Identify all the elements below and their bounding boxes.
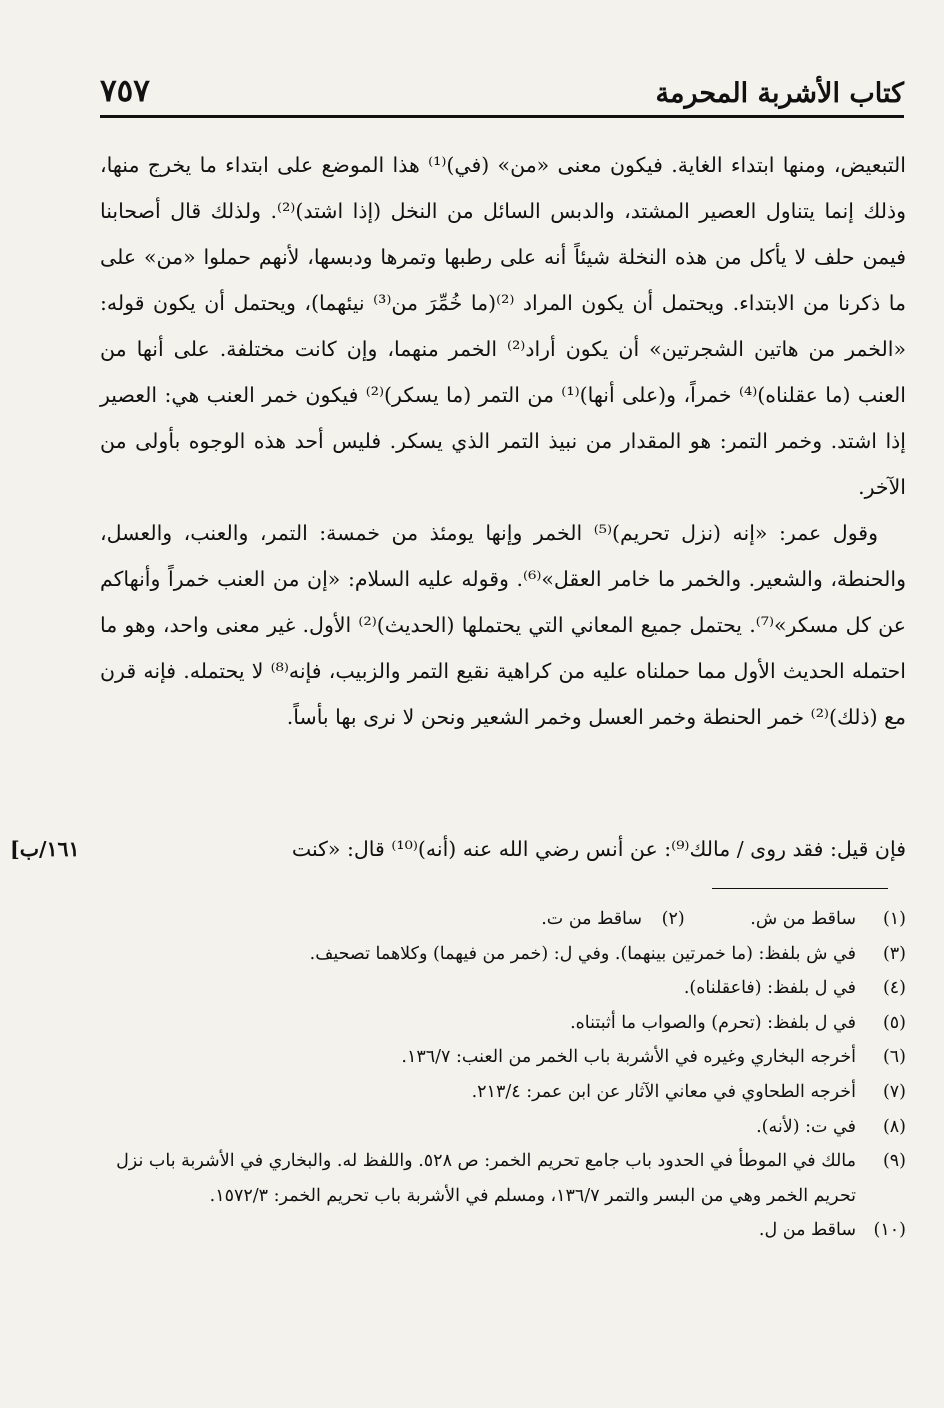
footnote-number: (٦) [882, 1047, 906, 1068]
footnote-number: (٨) [882, 1116, 906, 1137]
footnote-number: (١٠) [873, 1220, 906, 1241]
main-text [100, 142, 906, 740]
page-number: ٧٥٧ [100, 73, 150, 109]
footnote-number: (٤) [882, 978, 906, 999]
footnote-text: في ش بلفظ: (ما خمرتين بينهما). وفي ل: (خمر من فيهما) وكلاهما تصحيف. [309, 943, 856, 964]
footnote [100, 902, 906, 937]
footnote-number: (٩) [882, 1151, 906, 1172]
continuation-line [10, 826, 906, 872]
paragraph-1: التبعيض، ومنها ابتداء الغاية. فيكون معنى «من» (في)⁽¹⁾ هذا الموضع على ابتداء ما يخرج منها، وذلك إنما يتناول العصير المشتد، والدبس السائل من النخل (إذا اشتد)⁽²⁾. ولذلك قال أصحابنا فيمن حلف لا يأكل من هذه النخلة شيئاً أنه على رطبها وتمرها ودبسها، لأنهم حملوا «من» على ما ذكرنا من الابتداء. ويحتمل أن يكون المراد ⁽²⁾(ما خُمِّرَ من⁽³⁾ نيئهما)، ويحتمل أن يكون قوله: «الخمر من هاتين الشجرتين» أن يكون أراد⁽²⁾ الخمر منهما، وإن كانت مختلفة. على أنها من العنب (ما عقلناه)⁽⁴⁾ خمراً، و(على أنها)⁽¹⁾ من التمر (ما يسكر)⁽²⁾ فيكون خمر العنب هي: العصير إذا اشتد. وخمر التمر: هو المقدار من نبيذ التمر الذي يسكر. فليس أحد هذه الوجوه بأولى من الآخر. [100, 153, 906, 499]
footnote [100, 971, 906, 1006]
footnote [100, 1144, 906, 1213]
footnote-text: مالك في الموطأ في الحدود باب جامع تحريم الخمر: ص ٥٢٨. واللفظ له. والبخاري في الأشربة باب نزل تحريم الخمر وهي من البسر والتمر ١٣٦/٧، ومسلم في الأشربة باب تحريم الخمر: ١٥٧٢/٣. [116, 1151, 856, 1206]
continuation-text: فإن قيل: فقد روى / مالك⁽⁹⁾: عن أنس رضي الله عنه (أنه)⁽¹⁰⁾ قال: «كنت [291, 837, 906, 861]
footnotes [100, 902, 906, 1248]
margin-folio-reference: [١٦١/ب [10, 837, 80, 861]
footnote [100, 1110, 906, 1145]
footnote-number: (٥) [882, 1012, 906, 1033]
footnote-text: ساقط من ل. [758, 1220, 856, 1241]
footnote-number: (٧) [882, 1081, 906, 1102]
footnote-text: أخرجه البخاري وغيره في الأشربة باب الخمر من العنب: ١٣٦/٧. [401, 1047, 856, 1068]
footnote-text: في ت: (لأنه). [756, 1116, 856, 1137]
footnote-text: أخرجه الطحاوي في معاني الآثار عن ابن عمر: ٢١٣/٤. [471, 1081, 856, 1102]
footnote-text: ساقط من ت. [541, 909, 643, 929]
footnote-text: ساقط من ش. [750, 909, 856, 929]
footnote-text: في ل بلفظ: (فاعقلناه). [683, 978, 856, 999]
footnote [100, 1213, 906, 1248]
page-header [100, 66, 904, 118]
footnote [100, 1075, 906, 1110]
footnote [100, 937, 906, 972]
footnote [100, 1006, 906, 1041]
paragraph-2: وقول عمر: «إنه (نزل تحريم)⁽⁵⁾ الخمر وإنها يومئذ من خمسة: التمر، والعنب، والعسل، والحنطة، والشعير. والخمر ما خامر العقل»⁽⁶⁾. وقوله عليه السلام: «إن من العنب خمراً وأنهاكم عن كل مسكر»⁽⁷⁾. يحتمل جميع المعاني التي يحتملها (الحديث)⁽²⁾ الأول. غير معنى واحد، وهو ما احتمله الحديث الأول مما حملناه عليه من كراهية نقيع التمر والزبيب، فإنه⁽⁸⁾ لا يحتمله. فإنه قرن مع (ذلك)⁽²⁾ خمر الحنطة وخمر العسل وخمر الشعير ونحن لا نرى بها بأساً. [100, 521, 907, 729]
footnote [100, 1040, 906, 1075]
footnote-number: (١) [882, 909, 906, 929]
footnote-separator [712, 888, 888, 889]
footnote-number: (٣) [882, 943, 906, 964]
running-title: كتاب الأشربة المحرمة [655, 78, 904, 109]
footnote-text: في ل بلفظ: (تحرم) والصواب ما أثبتناه. [570, 1012, 856, 1033]
footnote-number: (٢) [661, 909, 685, 929]
